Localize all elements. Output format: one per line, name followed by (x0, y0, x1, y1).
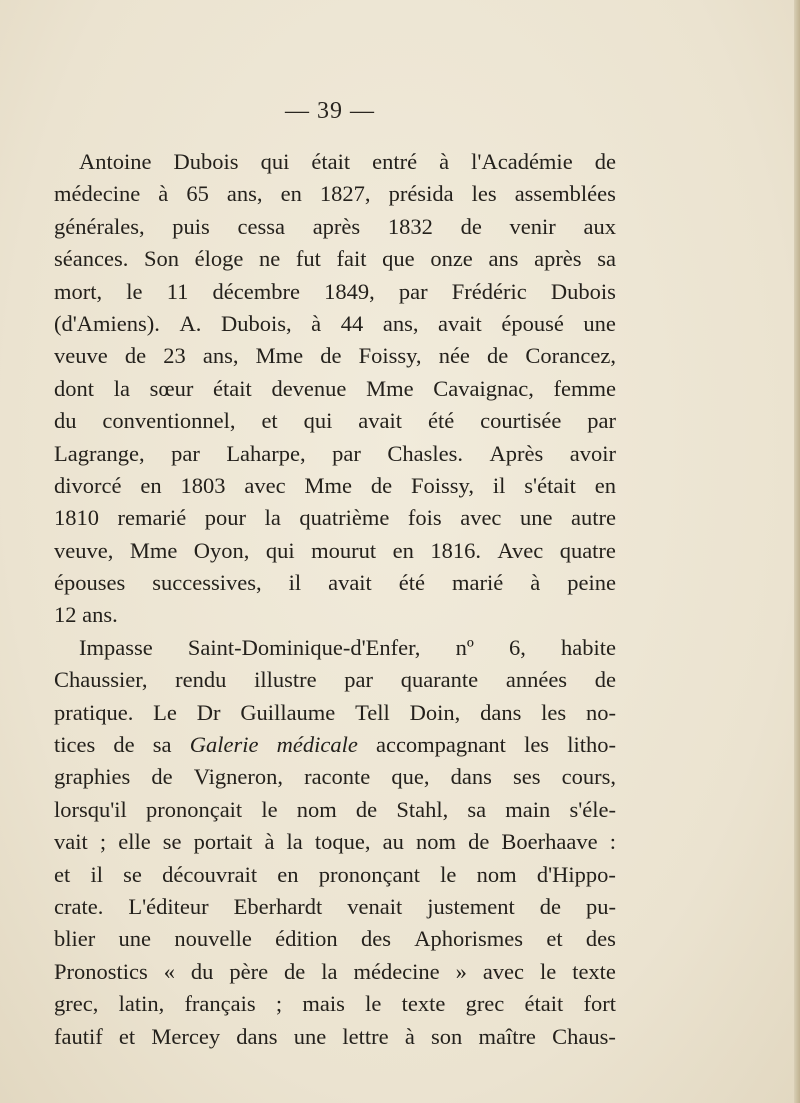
text-line: Pronostics « du père de la médecine » avec le texte (54, 958, 616, 984)
page-edge (794, 0, 800, 1103)
text-line: médecine à 65 ans, en 1827, présida les assemblées (54, 181, 616, 207)
text-line: 1810 remarié pour la quatrième fois avec une autre (54, 505, 616, 531)
text-line: veuve, Mme Oyon, qui mourut en 1816. Avec quatre (54, 537, 616, 563)
text-line: divorcé en 1803 avec Mme de Foissy, il s'était en (54, 472, 616, 498)
text-line: blier une nouvelle édition des Aphorismes et des (54, 926, 616, 952)
text-line: du conventionnel, et qui avait été courtisée par (54, 408, 616, 434)
text-line: générales, puis cessa après 1832 de venir aux (54, 213, 616, 239)
text-line: tices de sa Galerie médicale accompagnant les litho- (54, 732, 616, 758)
body-text (54, 146, 616, 1053)
text-line: fautif et Mercey dans une lettre à son maître Chaus- (54, 1023, 616, 1049)
text-line: et il se découvrait en prononçant le nom d'Hippo- (54, 861, 616, 887)
text-line: Lagrange, par Laharpe, par Chasles. Après avoir (54, 440, 616, 466)
text-line: (d'Amiens). A. Dubois, à 44 ans, avait épousé une (54, 310, 616, 336)
text-line: épouses successives, il avait été marié à peine (54, 570, 616, 596)
text-line: pratique. Le Dr Guillaume Tell Doin, dans les no- (54, 699, 616, 725)
text-line: graphies de Vigneron, raconte que, dans ses cours, (54, 764, 616, 790)
text-line: vait ; elle se portait à la toque, au nom de Boerhaave : (54, 829, 616, 855)
text-line: veuve de 23 ans, Mme de Foissy, née de Corancez, (54, 343, 616, 369)
text-line: lorsqu'il prononçait le nom de Stahl, sa main s'éle- (54, 796, 616, 822)
text-line: grec, latin, français ; mais le texte grec était fort (54, 991, 616, 1017)
text-line: mort, le 11 décembre 1849, par Frédéric Dubois (54, 278, 616, 304)
text-line: Chaussier, rendu illustre par quarante années de (54, 667, 616, 693)
text-line: 12 ans. (54, 602, 118, 628)
text-line: séances. Son éloge ne fut fait que onze ans après sa (54, 246, 616, 272)
text-line: crate. L'éditeur Eberhardt venait justement de pu- (54, 893, 616, 919)
text-line: Antoine Dubois qui était entré à l'Académie de (79, 149, 616, 174)
text-line: Impasse Saint-Dominique-d'Enfer, nº 6, habite (79, 634, 616, 660)
page-number: — 39 — (285, 98, 375, 124)
text-line: dont la sœur était devenue Mme Cavaignac, femme (54, 375, 616, 401)
